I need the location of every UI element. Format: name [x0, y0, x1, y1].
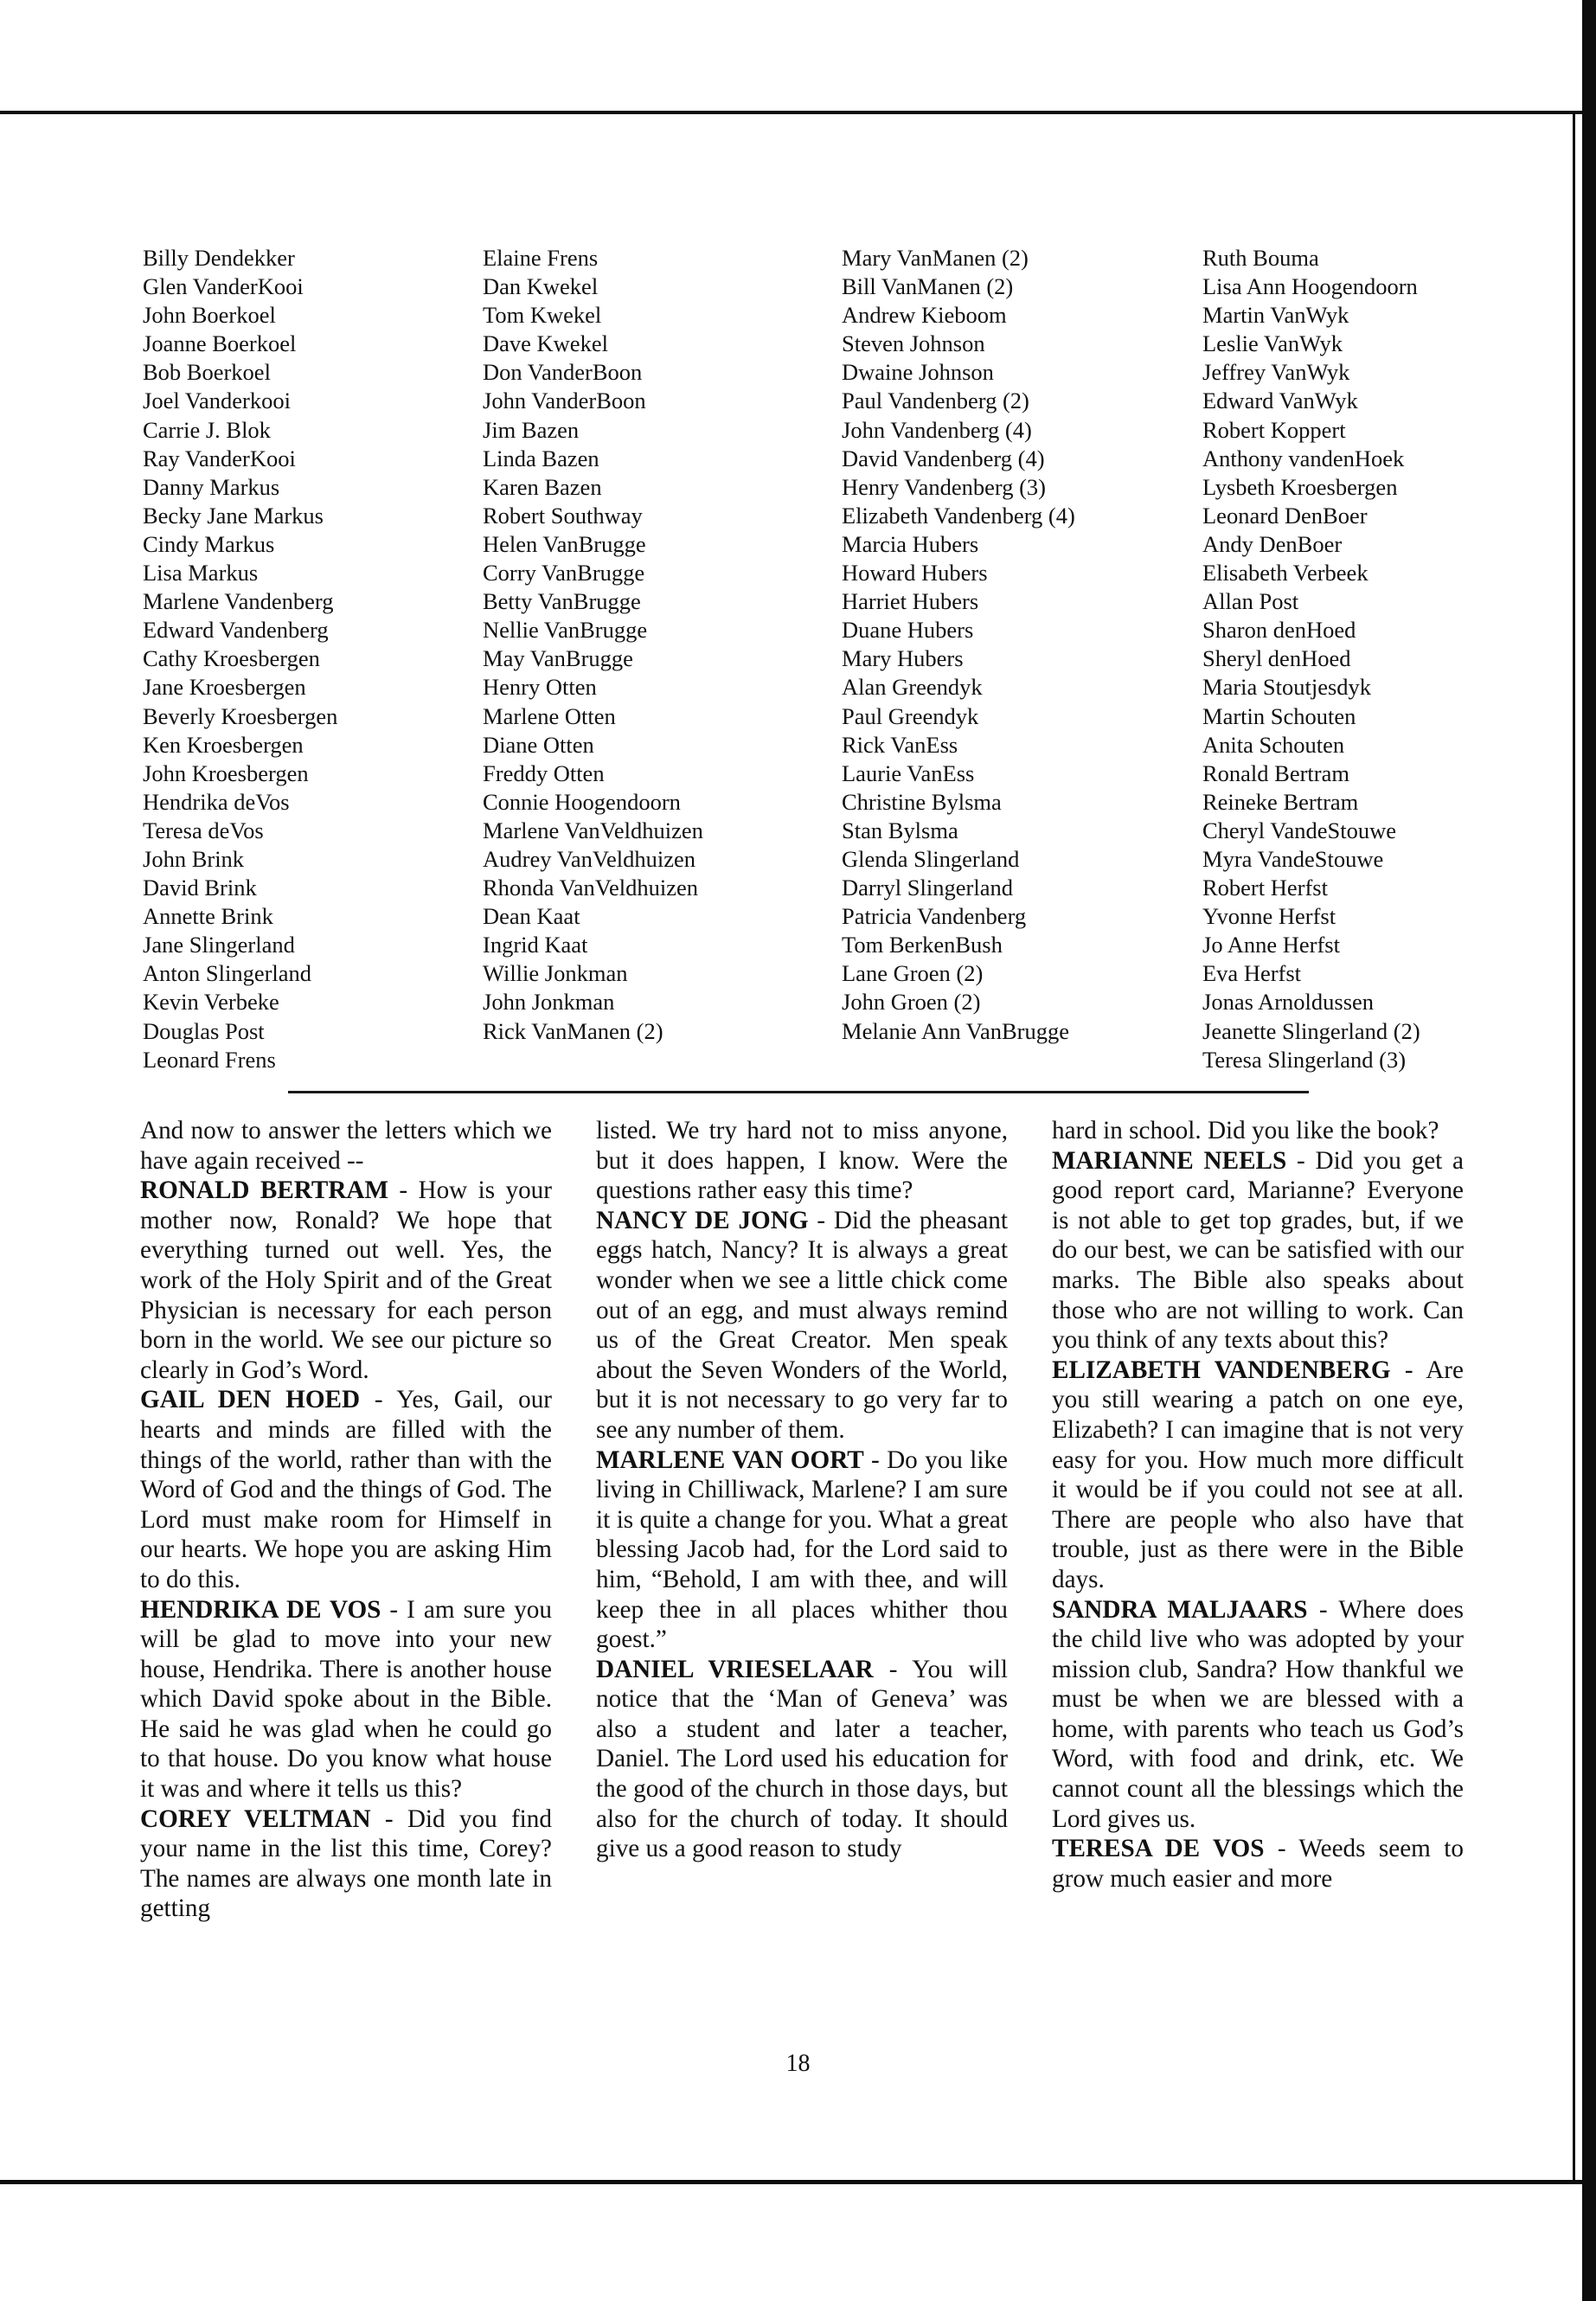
name-item: Billy Dendekker	[143, 245, 295, 271]
name-item: Jo Anne Herfst	[1202, 932, 1340, 958]
name-item: Henry Vandenberg (3)	[842, 473, 1046, 500]
letter-entry: MARIANNE NEELS - Did you get a good report card, Marianne? Everyone is not able to get top grades, but, if we do our best, we can be satisfied with our marks. The Bible also speaks about those who are not willing to work. Can you think of any texts about this?	[1052, 1146, 1464, 1355]
name-column-2	[483, 244, 703, 1046]
letter-entry: ELIZABETH VANDENBERG - Are you still wearing a patch on one eye, Elizabeth? I can imagine that is not very easy for you. How much more difficult it would be if you could not see at all. There are people who also have that trouble, just as there were in the Bible days.	[1052, 1356, 1464, 1593]
letter-continuation: listed. We try hard not to miss anyone, but it does happen, I know. Were the questions rather easy this time?	[596, 1117, 1008, 1205]
name-item: Glenda Slingerland	[842, 845, 1020, 872]
name-item: Reineke Bertram	[1202, 788, 1359, 815]
name-item: Sharon denHoed	[1202, 617, 1356, 644]
name-item: Cathy Kroesbergen	[143, 645, 320, 672]
name-item: Rick VanEss	[842, 731, 958, 758]
letter-entry: NANCY DE JONG - Did the pheasant eggs hatch, Nancy? It is always a great wonder when we see a little chick come out of an egg, and must always remind us of the Great Creator. Men speak about the Seven Wonders of the World, but it is not necessary to go very far to see any number of them.	[596, 1206, 1008, 1444]
name-item: Lysbeth Kroesbergen	[1202, 473, 1398, 500]
name-item: Yvonne Herfst	[1202, 903, 1336, 930]
name-item: Jonas Arnoldussen	[1202, 989, 1375, 1016]
top-rule	[0, 111, 1596, 114]
name-item: Karen Bazen	[483, 473, 602, 500]
name-item: Martin VanWyk	[1202, 302, 1349, 329]
name-item: Ingrid Kaat	[483, 932, 588, 958]
name-item: Ruth Bouma	[1202, 245, 1319, 271]
name-item: Patricia Vandenberg	[842, 903, 1027, 930]
name-item: Jeanette Slingerland (2)	[1202, 1017, 1420, 1044]
name-item: Carrie J. Blok	[143, 416, 271, 443]
letters-intro: And now to answer the letters which we have again received --	[140, 1117, 552, 1175]
name-item: David Vandenberg (4)	[842, 445, 1045, 471]
name-item: Bob Boerkoel	[143, 359, 271, 386]
name-item: Melanie Ann VanBrugge	[842, 1017, 1069, 1044]
name-item: Audrey VanVeldhuizen	[483, 845, 696, 872]
name-item: Marcia Hubers	[842, 530, 979, 557]
name-item: Jane Slingerland	[143, 932, 295, 958]
name-item: Marlene Otten	[483, 702, 616, 729]
name-item: Paul Vandenberg (2)	[842, 388, 1029, 414]
name-item: Leonard Frens	[143, 1046, 276, 1073]
name-item: John Brink	[143, 845, 245, 872]
name-item: Stan Bylsma	[842, 817, 958, 843]
name-item: Hendrika deVos	[143, 788, 290, 815]
name-item: Rick VanManen (2)	[483, 1017, 663, 1044]
name-item: Dave Kwekel	[483, 330, 608, 357]
name-item: John Groen (2)	[842, 989, 981, 1016]
name-item: Andy DenBoer	[1202, 530, 1343, 557]
name-item: Ronald Bertram	[1202, 760, 1349, 786]
name-item: Linda Bazen	[483, 445, 599, 471]
name-item: Kevin Verbeke	[143, 989, 279, 1016]
name-item: Dan Kwekel	[483, 273, 599, 300]
section-divider	[288, 1091, 1309, 1093]
name-item: Beverly Kroesbergen	[143, 702, 338, 729]
name-item: Cindy Markus	[143, 530, 275, 557]
name-item: Martin Schouten	[1202, 702, 1356, 729]
name-item: John Jonkman	[483, 989, 615, 1016]
name-item: Laurie VanEss	[842, 760, 975, 786]
name-item: Douglas Post	[143, 1017, 265, 1044]
name-item: Mary VanManen (2)	[842, 245, 1029, 271]
name-item: Freddy Otten	[483, 760, 605, 786]
name-item: Don VanderBoon	[483, 359, 643, 386]
name-item: Teresa deVos	[143, 817, 264, 843]
name-item: Joanne Boerkoel	[143, 330, 297, 357]
name-item: Elaine Frens	[483, 245, 599, 271]
name-item: Teresa Slingerland (3)	[1202, 1046, 1407, 1073]
name-item: Darryl Slingerland	[842, 875, 1013, 901]
letters-column-1	[140, 1116, 552, 1924]
name-item: John Kroesbergen	[143, 760, 309, 786]
name-item: Lisa Markus	[143, 560, 259, 586]
name-item: Tom Kwekel	[483, 302, 602, 329]
letter-continuation: hard in school. Did you like the book?	[1052, 1117, 1439, 1144]
name-item: Betty VanBrugge	[483, 588, 641, 615]
name-item: Marlene Vandenberg	[143, 588, 334, 615]
letter-entry: MARLENE VAN OORT - Do you like living in Chilliwack, Marlene? I am sure it is quite a change for you. What a great blessing Jacob had, for the Lord said to him, “Behold, I am with thee, and will keep thee in all places whither thou goest.”	[596, 1445, 1008, 1654]
name-item: Annette Brink	[143, 903, 273, 930]
letter-entry: DANIEL VRIESELAAR - You will notice that the ‘Man of Geneva’ was also a student and later a teacher, Daniel. The Lord used his education for the good of the church in those days, but also for the church of today. It should give us a good reason to study	[596, 1655, 1008, 1863]
name-item: Jim Bazen	[483, 416, 580, 443]
name-column-1	[143, 244, 337, 1074]
name-item: Mary Hubers	[842, 645, 964, 672]
name-item: Marlene VanVeldhuizen	[483, 817, 703, 843]
name-item: Willie Jonkman	[483, 960, 628, 987]
name-item: Elizabeth Vandenberg (4)	[842, 502, 1075, 529]
name-item: Christine Bylsma	[842, 788, 1002, 815]
name-item: Maria Stoutjesdyk	[1202, 674, 1372, 701]
name-item: Glen VanderKooi	[143, 273, 304, 300]
name-item: John VanderBoon	[483, 388, 646, 414]
letter-entry: GAIL DEN HOED - Yes, Gail, our hearts and minds are filled with the things of the world, rather than with the Word of God and the things of God. The Lord must make room for Himself in our hearts. We hope you are asking Him to do this.	[140, 1386, 553, 1593]
name-item: Leslie VanWyk	[1202, 330, 1343, 357]
name-item: Rhonda VanVeldhuizen	[483, 875, 699, 901]
name-item: Leonard DenBoer	[1202, 502, 1368, 529]
name-item: Myra VandeStouwe	[1202, 845, 1384, 872]
name-item: Helen VanBrugge	[483, 530, 646, 557]
name-item: Howard Hubers	[842, 560, 988, 586]
name-item: Joel Vanderkooi	[143, 388, 291, 414]
name-item: Andrew Kieboom	[842, 302, 1007, 329]
letter-entry: HENDRIKA DE VOS - I am sure you will be glad to move into your new house, Hendrika. There is another house which David spoke about in the Bible. He said he was glad when he could go to that house. Do you know what house it was and where it tells us this?	[140, 1595, 552, 1804]
name-item: Elisabeth Verbeek	[1202, 560, 1368, 586]
name-item: Ken Kroesbergen	[143, 731, 304, 758]
letter-entry: TERESA DE VOS - Weeds seem to grow much easier and more	[1052, 1835, 1464, 1893]
name-item: Alan Greendyk	[842, 674, 983, 701]
letters-column-2	[596, 1116, 1008, 1864]
letter-entry: RONALD BERTRAM - How is your mother now, Ronald? We hope that everything turned out well. Yes, the work of the Holy Spirit and of the Great Physician is necessary for each person born in the world. We see our picture so clearly in God’s Word.	[140, 1176, 552, 1384]
name-item: Lane Groen (2)	[842, 960, 984, 987]
name-item: Connie Hoogendoorn	[483, 788, 681, 815]
name-item: Nellie VanBrugge	[483, 617, 648, 644]
name-item: Jeffrey VanWyk	[1202, 359, 1350, 386]
name-item: Anthony vandenHoek	[1202, 445, 1405, 471]
name-item: David Brink	[143, 875, 257, 901]
letters-column-3	[1052, 1116, 1464, 1894]
name-item: Sheryl denHoed	[1202, 645, 1351, 672]
name-item: Eva Herfst	[1202, 960, 1302, 987]
name-item: Henry Otten	[483, 674, 597, 701]
name-item: Duane Hubers	[842, 617, 974, 644]
name-item: Cheryl VandeStouwe	[1202, 817, 1396, 843]
name-item: Robert Southway	[483, 502, 643, 529]
name-item: Danny Markus	[143, 473, 280, 500]
name-item: Harriet Hubers	[842, 588, 979, 615]
name-item: Anita Schouten	[1202, 731, 1345, 758]
name-item: Robert Herfst	[1202, 875, 1328, 901]
name-item: Jane Kroesbergen	[143, 674, 306, 701]
name-item: Corry VanBrugge	[483, 560, 645, 586]
name-item: John Boerkoel	[143, 302, 276, 329]
name-item: May VanBrugge	[483, 645, 633, 672]
name-item: Steven Johnson	[842, 330, 985, 357]
name-item: Robert Koppert	[1202, 416, 1346, 443]
name-item: Edward VanWyk	[1202, 388, 1358, 414]
name-list	[0, 244, 1596, 1074]
name-item: John Vandenberg (4)	[842, 416, 1032, 443]
name-item: Edward Vandenberg	[143, 617, 329, 644]
name-item: Dean Kaat	[483, 903, 580, 930]
name-item: Allan Post	[1202, 588, 1299, 615]
letters-section	[0, 1116, 1596, 2033]
name-item: Ray VanderKooi	[143, 445, 296, 471]
name-item: Becky Jane Markus	[143, 502, 324, 529]
letter-entry: COREY VELTMAN - Did you find your name in the list this time, Corey? The names are always one month late in getting	[140, 1804, 552, 1923]
name-column-4	[1202, 244, 1420, 1074]
name-item: Paul Greendyk	[842, 702, 979, 729]
name-item: Tom BerkenBush	[842, 932, 1003, 958]
name-column-3	[842, 244, 1075, 1046]
name-item: Anton Slingerland	[143, 960, 312, 987]
name-item: Lisa Ann Hoogendoorn	[1202, 273, 1418, 300]
letter-entry: SANDRA MALJAARS - Where does the child live who was adopted by your mission club, Sandra? How thankful we must be when we are blessed with a home, with parents who teach us God’s Word, with food and drink, etc. We cannot count all the blessings which the Lord gives us.	[1052, 1595, 1464, 1833]
name-item: Diane Otten	[483, 731, 594, 758]
bottom-rule	[0, 2180, 1596, 2184]
name-item: Dwaine Johnson	[842, 359, 994, 386]
page-number: 18	[785, 2050, 811, 2077]
name-item: Bill VanManen (2)	[842, 273, 1014, 300]
